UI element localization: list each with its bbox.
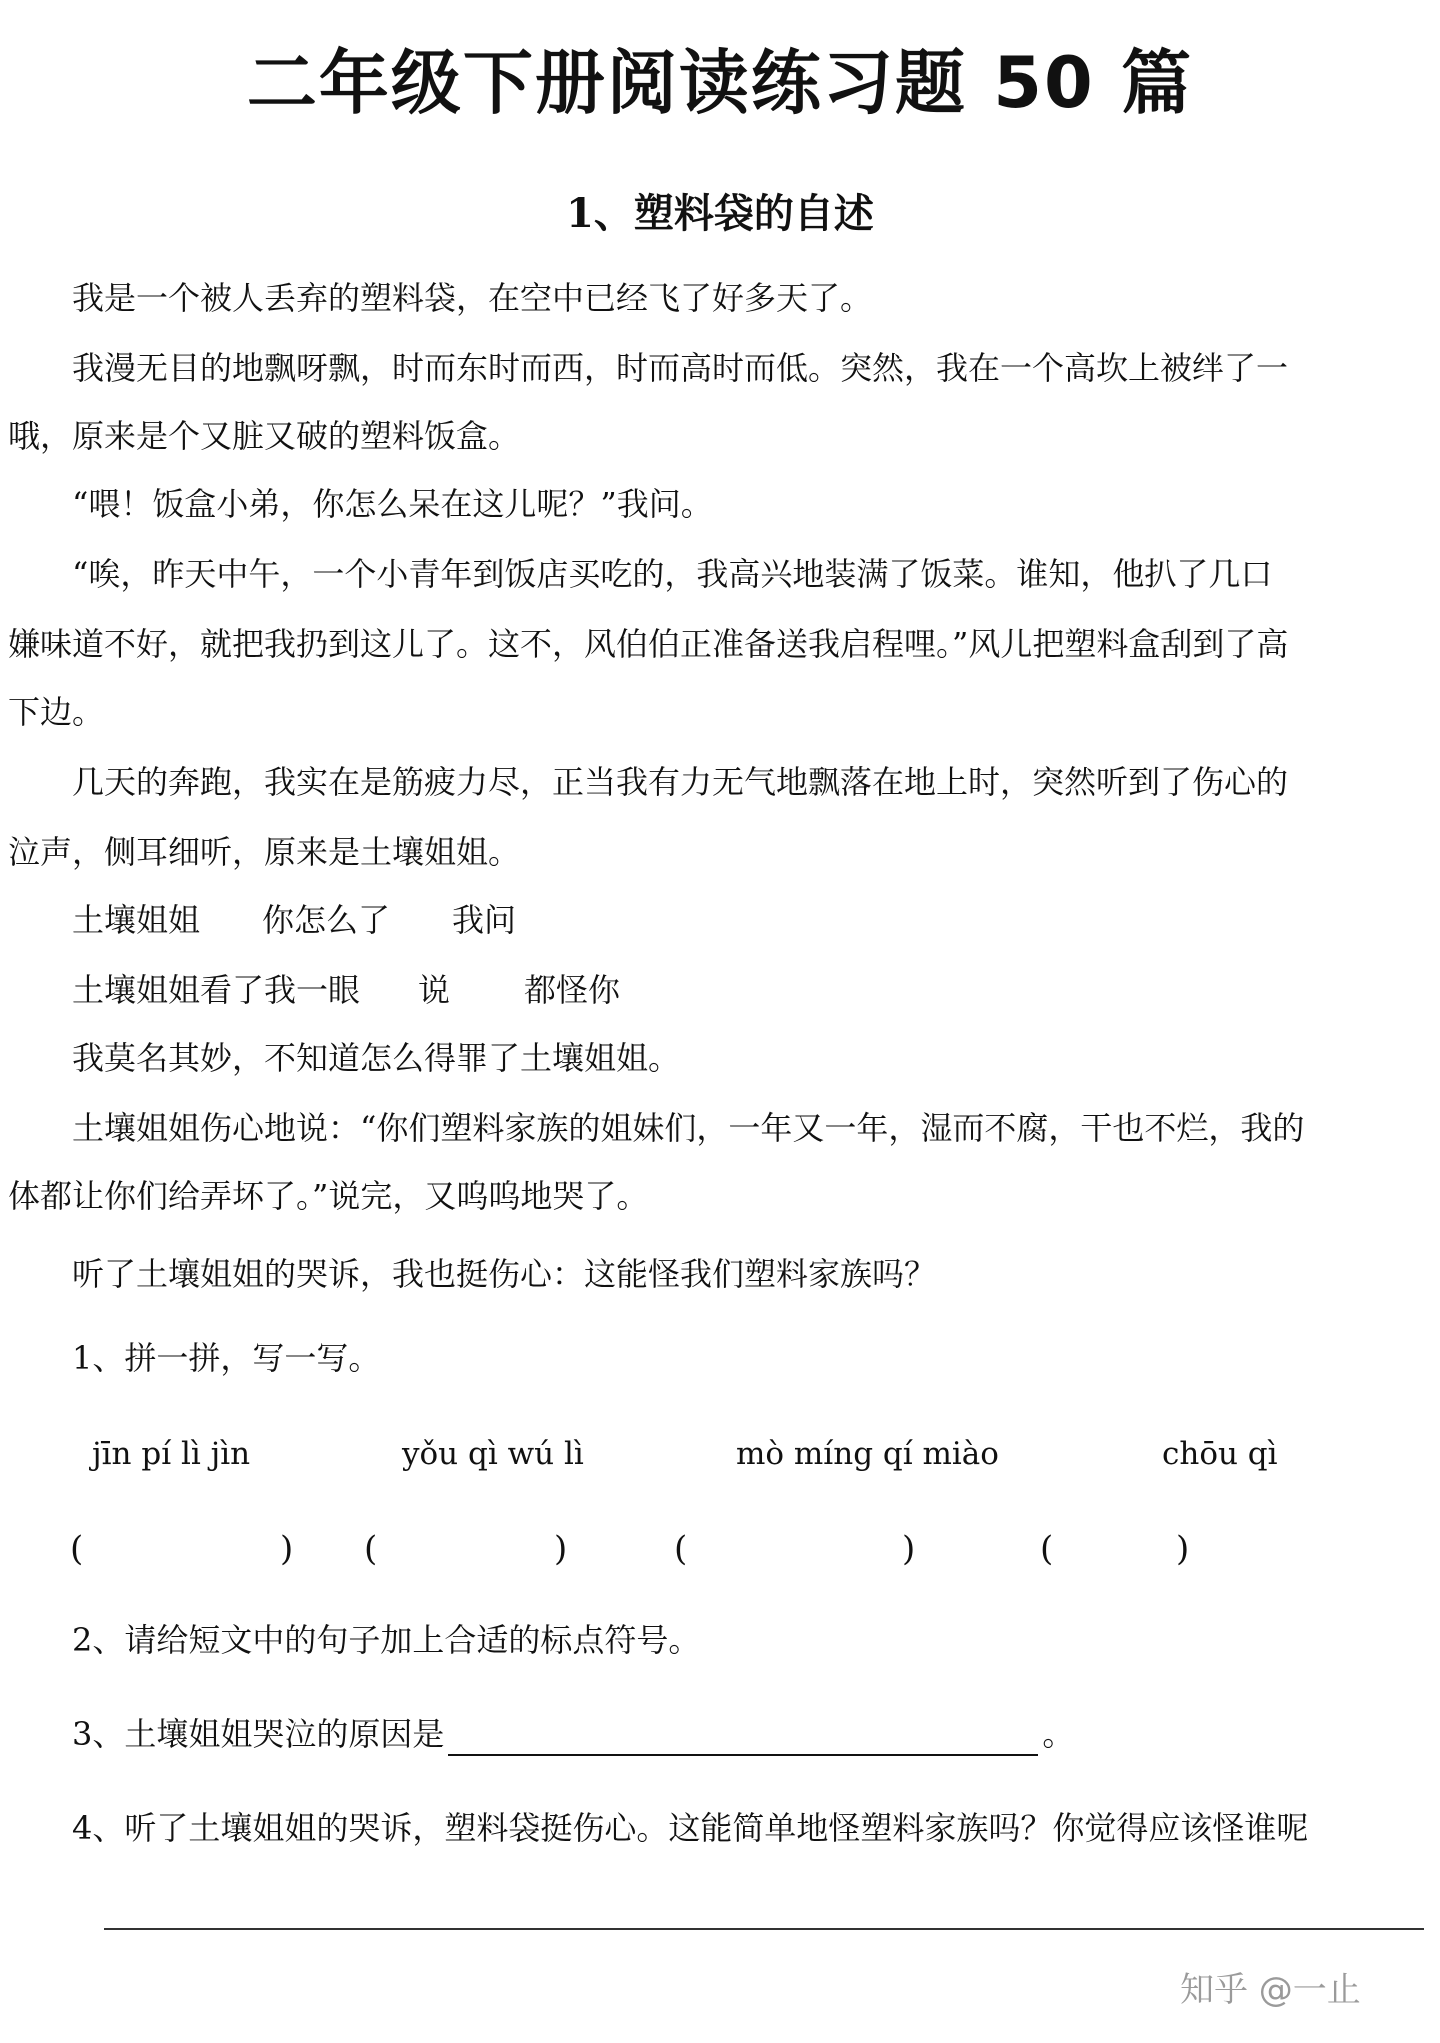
answer-paren-open: ( xyxy=(364,1529,378,1569)
gap-segment: 我问 xyxy=(452,901,517,939)
story-paragraph-line: 土壤姐姐伤心地说：“你们塑料家族的姐妹们，一年又一年，湿而不腐，干也不烂，我的 xyxy=(72,1109,1305,1147)
gap-segment: 你怎么了 xyxy=(262,901,391,939)
question-3-text: 3、土壤姐姐哭泣的原因是 xyxy=(72,1715,445,1753)
answer-paren-open: ( xyxy=(674,1529,688,1569)
pinyin-item: yǒu qì wú lì xyxy=(402,1436,584,1472)
pinyin-item: mò míng qí miào xyxy=(736,1436,999,1472)
answer-write-line[interactable] xyxy=(104,1928,1424,1930)
story-paragraph-line: 体都让你们给弄坏了。”说完，又呜呜地哭了。 xyxy=(8,1177,649,1215)
question-1: 1、拼一拼，写一写。 xyxy=(72,1339,381,1377)
answer-paren-close: ) xyxy=(280,1529,294,1569)
story-paragraph-line: 我莫名其妙，不知道怎么得罪了土壤姐姐。 xyxy=(72,1039,681,1077)
answer-paren-close: ) xyxy=(1176,1529,1190,1569)
answer-paren-open: ( xyxy=(1040,1529,1054,1569)
question-2: 2、请给短文中的句子加上合适的标点符号。 xyxy=(72,1621,701,1659)
answer-paren-close: ) xyxy=(902,1529,916,1569)
question-3-period: 。 xyxy=(1042,1715,1075,1753)
answer-paren-open: ( xyxy=(70,1529,84,1569)
zhihu-watermark: 知乎 @一止 xyxy=(1180,1970,1361,2010)
gap-segment: 土壤姐姐 xyxy=(72,901,201,939)
pinyin-item: jīn pí lì jìn xyxy=(92,1436,251,1472)
story-paragraph-line: 嫌味道不好，就把我扔到这儿了。这不，风伯伯正准备送我启程哩。”风儿把塑料盒刮到了高 xyxy=(8,625,1289,663)
story-paragraph-line: 下边。 xyxy=(8,693,105,731)
story-paragraph-line: 我漫无目的地飘呀飘，时而东时而西，时而高时而低。突然，我在一个高坎上被绊了一 xyxy=(72,349,1289,387)
story-paragraph-line: “唉，昨天中午，一个小青年到饭店买吃的，我高兴地装满了饭菜。谁知，他扒了几口 xyxy=(72,555,1273,593)
question-3 xyxy=(72,1712,1074,1756)
punctuation-gap-line xyxy=(72,968,620,1012)
answer-paren-close: ) xyxy=(554,1529,568,1569)
story-paragraph-line: 听了土壤姐姐的哭诉，我也挺伤心：这能怪我们塑料家族吗？ xyxy=(72,1255,937,1293)
pinyin-item: chōu qì xyxy=(1162,1436,1278,1472)
answer-blank-line[interactable] xyxy=(448,1716,1038,1756)
story-paragraph-line: 哦，原来是个又脏又破的塑料饭盒。 xyxy=(8,417,521,455)
article-title: 1、塑料袋的自述 xyxy=(566,190,874,237)
gap-segment: 说 xyxy=(418,971,451,1009)
story-paragraph-line: 泣声，侧耳细听，原来是土壤姐姐。 xyxy=(8,833,521,871)
document-title: 二年级下册阅读练习题 50 篇 xyxy=(246,42,1194,124)
story-paragraph-line: “喂！饭盒小弟，你怎么呆在这儿呢？”我问。 xyxy=(72,485,713,523)
punctuation-gap-line xyxy=(72,898,516,942)
gap-segment: 都怪你 xyxy=(524,971,621,1009)
gap-segment: 土壤姐姐看了我一眼 xyxy=(72,971,361,1009)
question-4: 4、听了土壤姐姐的哭诉，塑料袋挺伤心。这能简单地怪塑料家族吗？你觉得应该怪谁呢 xyxy=(72,1809,1309,1847)
story-paragraph-line: 我是一个被人丢弃的塑料袋，在空中已经飞了好多天了。 xyxy=(72,279,873,317)
story-paragraph-line: 几天的奔跑，我实在是筋疲力尽，正当我有力无气地飘落在地上时，突然听到了伤心的 xyxy=(72,763,1289,801)
